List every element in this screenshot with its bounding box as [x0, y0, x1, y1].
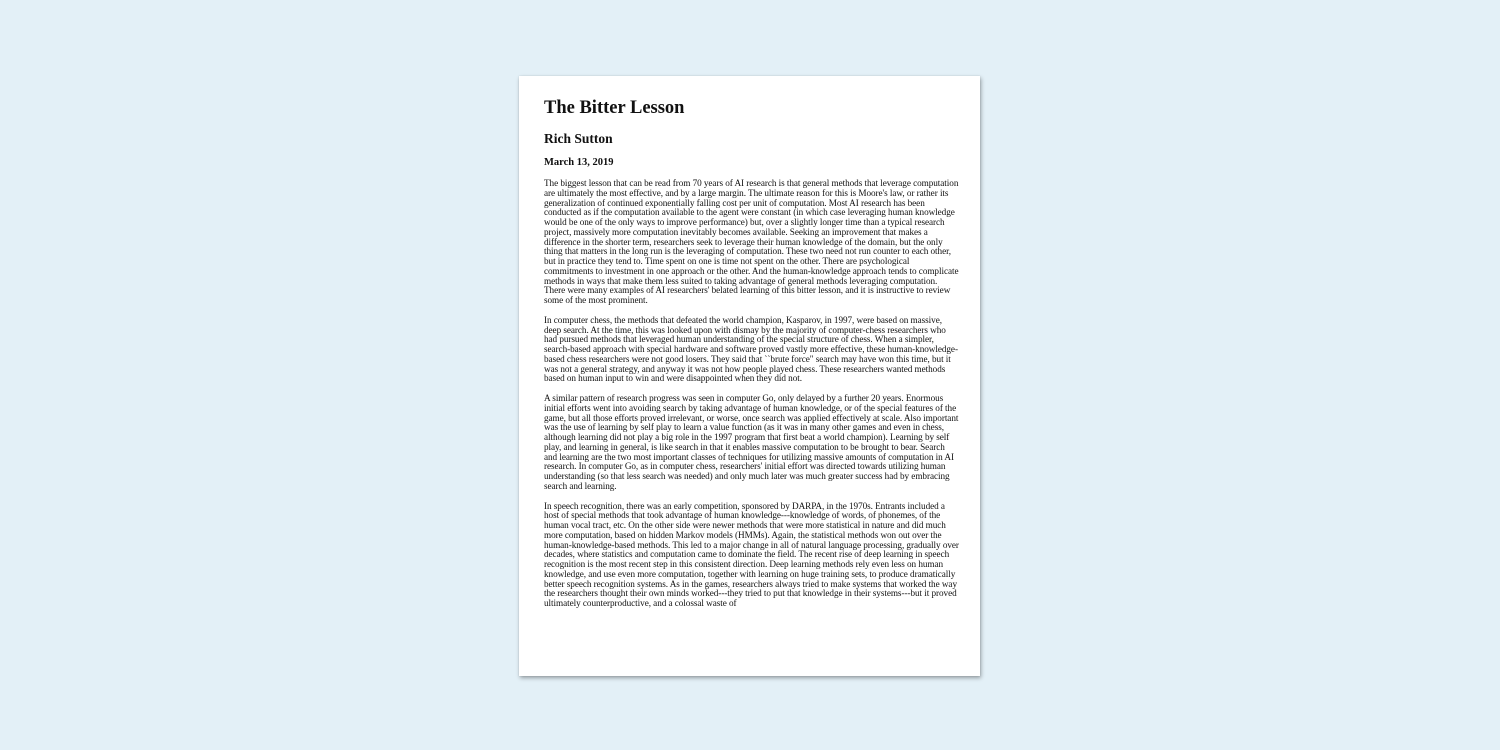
document-date: March 13, 2019: [544, 157, 614, 169]
document-page: [519, 76, 980, 676]
paragraph: In computer chess, the methods that defeated the world champion, Kasparov, in 1997, were based on massive, deep search. At the time, this was looked upon with dismay by the majority of computer-chess researchers who had pursued methods that leveraged human understanding of the special structure of chess. When a simpler, search-based approach with special hardware and software proved vastly more effective, these human-knowledge-based chess researchers were not good losers. They said that ``brute force" search may have won this time, but it was not a general strategy, and anyway it was not how people played chess. These researchers wanted methods based on human input to win and were disappointed when they did not.: [544, 314, 958, 384]
paragraph: A similar pattern of research progress was seen in computer Go, only delayed by a further 20 years. Enormous initial efforts went into avoiding search by taking advantage of human knowledge, or of the special features of the game, but all those efforts proved irrelevant, or worse, once search was applied effectively at scale. Also important was the use of learning by self play to learn a value function (as it was in many other games and even in chess, although learning did not play a big role in the 1997 program that first beat a world champion). Learning by self play, and learning in general, is like search in that it enables massive computation to be brought to bear. Search and learning are the two most important classes of techniques for utilizing massive amounts of computation in AI research. In computer Go, as in computer chess, researchers' initial effort was directed towards utilizing human understanding (so that less search was needed) and only much later was much greater success had by embracing search and learning.: [544, 393, 959, 491]
paragraph: The biggest lesson that can be read from 70 years of AI research is that general methods that leverage computation are ultimately the most effective, and by a large margin. The ultimate reason for this is Moore's law, or rather its generalization of continued exponentially falling cost per unit of computation. Most AI research has been conducted as if the computation available to the agent were constant (in which case leveraging human knowledge would be one of the only ways to improve performance) but, over a slightly longer time than a typical research project, massively more computation inevitably becomes available. Seeking an improvement that makes a difference in the shorter term, researchers seek to leverage their human knowledge of the domain, but the only thing that matters in the long run is the leveraging of computation. These two need not run counter to each other, but in practice they tend to. Time spent on one is time not spent on the other. There are psychological commitments to investment in one approach or the other. And the human-knowledge approach tends to complicate methods in ways that make them less suited to taking advantage of general methods leveraging computation. There were many examples of AI researchers' belated learning of this bitter lesson, and it is instructive to review some of the most prominent.: [544, 178, 959, 306]
paragraph: In speech recognition, there was an early competition, sponsored by DARPA, in the 1970s. Entrants included a host of special methods that took advantage of human knowledge---knowledge of words, of phonemes, of the human vocal tract, etc. On the other side were newer methods that were more statistical in nature and did much more computation, based on hidden Markov models (HMMs). Again, the statistical methods won out over the human-knowledge-based methods. This led to a major change in all of natural language processing, gradually over decades, where statistics and computation came to dominate the field. The recent rise of deep learning in speech recognition is the most recent step in this consistent direction. Deep learning methods rely even less on human knowledge, and use even more computation, together with learning on huge training sets, to produce dramatically better speech recognition systems. As in the games, researchers always tried to make systems that worked the way the researchers thought their own minds worked---they tried to put that knowledge in their systems---but it proved ultimately counterproductive, and a colossal waste of: [544, 500, 959, 609]
document-content: [544, 98, 959, 619]
document-author: Rich Sutton: [544, 131, 613, 147]
document-title: The Bitter Lesson: [544, 98, 685, 118]
